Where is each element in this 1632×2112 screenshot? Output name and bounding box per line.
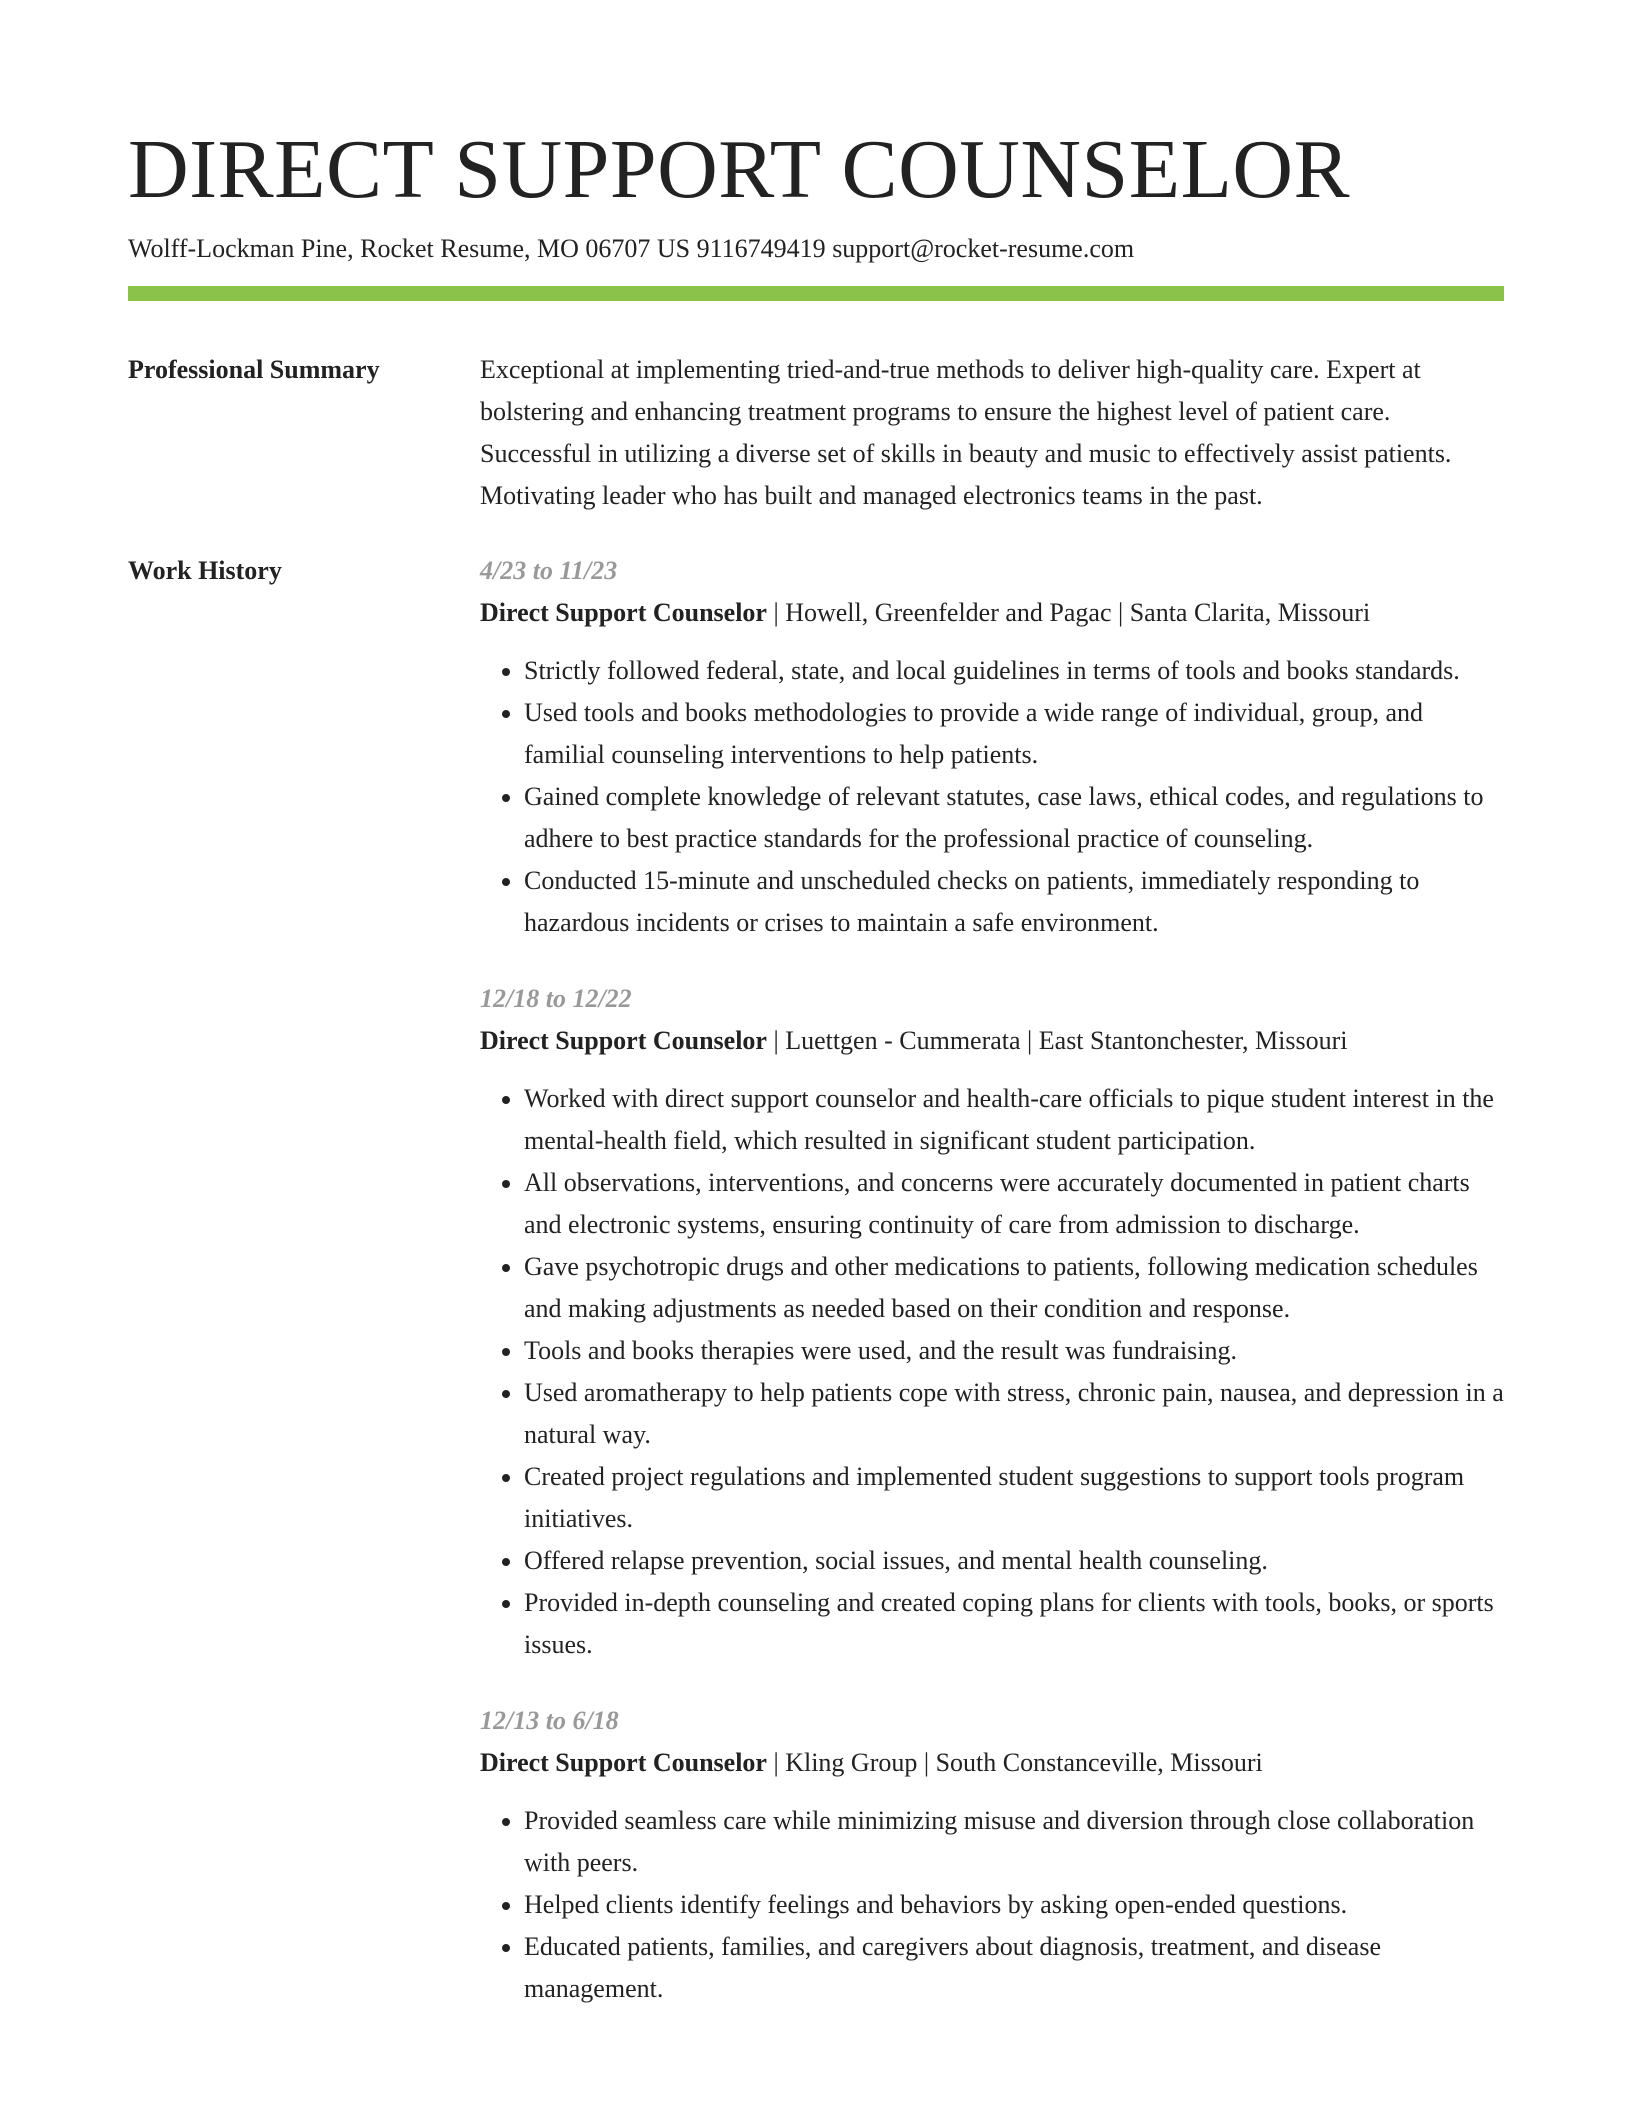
job-bullets — [480, 1800, 1504, 2010]
work-history-body — [480, 550, 1504, 2010]
job-title: Direct Support Counselor — [480, 1748, 767, 1777]
list-item: • All observations, interventions, and concerns were accurately documented in patient charts and electronic systems, ensuring continuity of care from admission to discharge. — [524, 1162, 1504, 1246]
contact-phone: 9116749419 — [696, 234, 826, 263]
list-item: • Strictly followed federal, state, and local guidelines in terms of tools and books standards. — [524, 650, 1504, 692]
list-item: • Offered relapse prevention, social issues, and mental health counseling. — [524, 1540, 1504, 1582]
list-item: • Tools and books therapies were used, and the result was fundraising. — [524, 1330, 1504, 1372]
contact-email: support@rocket-resume.com — [832, 234, 1135, 263]
list-item: • Gave psychotropic drugs and other medications to patients, following medication schedules and making adjustments as needed based on their condition and response. — [524, 1246, 1504, 1330]
list-item: • Provided in-depth counseling and created coping plans for clients with tools, books, or sports issues. — [524, 1582, 1504, 1666]
job-entry — [480, 978, 1504, 1666]
list-item: • Educated patients, families, and caregivers about diagnosis, treatment, and disease management. — [524, 1926, 1504, 2010]
list-item: • Used tools and books methodologies to provide a wide range of individual, group, and familial counseling interventions to help patients. — [524, 692, 1504, 776]
job-company: Howell, Greenfelder and Pagac — [785, 598, 1112, 627]
job-entry — [480, 550, 1504, 944]
job-header — [480, 1742, 1504, 1784]
section-label-summary: Professional Summary — [128, 355, 380, 384]
list-item: • Provided seamless care while minimizing misuse and diversion through close collaboration with peers. — [524, 1800, 1504, 1884]
resume-title: DIRECT SUPPORT COUNSELOR — [128, 123, 1351, 216]
job-bullets — [480, 650, 1504, 944]
list-item: • Conducted 15-minute and unscheduled checks on patients, immediately responding to hazardous incidents or crises to maintain a safe environment. — [524, 860, 1504, 944]
job-location: Santa Clarita, Missouri — [1129, 598, 1371, 627]
list-item: • Gained complete knowledge of relevant statutes, case laws, ethical codes, and regulations to adhere to best practice standards for the professional practice of counseling. — [524, 776, 1504, 860]
contact-address: Wolff-Lockman Pine, Rocket Resume, MO 06707 US — [128, 234, 691, 263]
section-label-work: Work History — [128, 556, 282, 585]
job-title: Direct Support Counselor — [480, 598, 767, 627]
summary-text: Exceptional at implementing tried-and-true methods to deliver high-quality care. Expert at bolstering and enhancing treatment programs to ensure the highest level of patient care. Successful in utilizing a diverse set of skills in beauty and music to effectively assist patients. Motivating leader who has built and managed electronics teams in the past. — [480, 355, 1452, 510]
job-bullets — [480, 1078, 1504, 1666]
job-title: Direct Support Counselor — [480, 1026, 767, 1055]
job-header — [480, 592, 1504, 634]
contact-line — [128, 232, 1504, 266]
list-item: • Used aromatherapy to help patients cope with stress, chronic pain, nausea, and depression in a natural way. — [524, 1372, 1504, 1456]
job-dates: 12/18 to 12/22 — [480, 984, 632, 1013]
list-item: • Helped clients identify feelings and behaviors by asking open-ended questions. — [524, 1884, 1504, 1926]
job-entry — [480, 1700, 1504, 2010]
job-dates: 4/23 to 11/23 — [480, 556, 618, 585]
job-company: Luettgen - Cummerata — [785, 1026, 1021, 1055]
header-divider — [128, 286, 1504, 301]
job-location: East Stantonchester, Missouri — [1038, 1026, 1348, 1055]
job-company: Kling Group — [785, 1748, 918, 1777]
job-location: South Constanceville, Missouri — [935, 1748, 1263, 1777]
professional-summary-section — [128, 349, 1504, 517]
work-history-section — [128, 550, 1504, 2010]
job-dates: 12/13 to 6/18 — [480, 1706, 619, 1735]
list-item: • Created project regulations and implemented student suggestions to support tools program initiatives. — [524, 1456, 1504, 1540]
resume-page — [128, 118, 1504, 2010]
job-header — [480, 1020, 1504, 1062]
list-item: • Worked with direct support counselor and health-care officials to pique student interest in the mental-health field, which resulted in significant student participation. — [524, 1078, 1504, 1162]
